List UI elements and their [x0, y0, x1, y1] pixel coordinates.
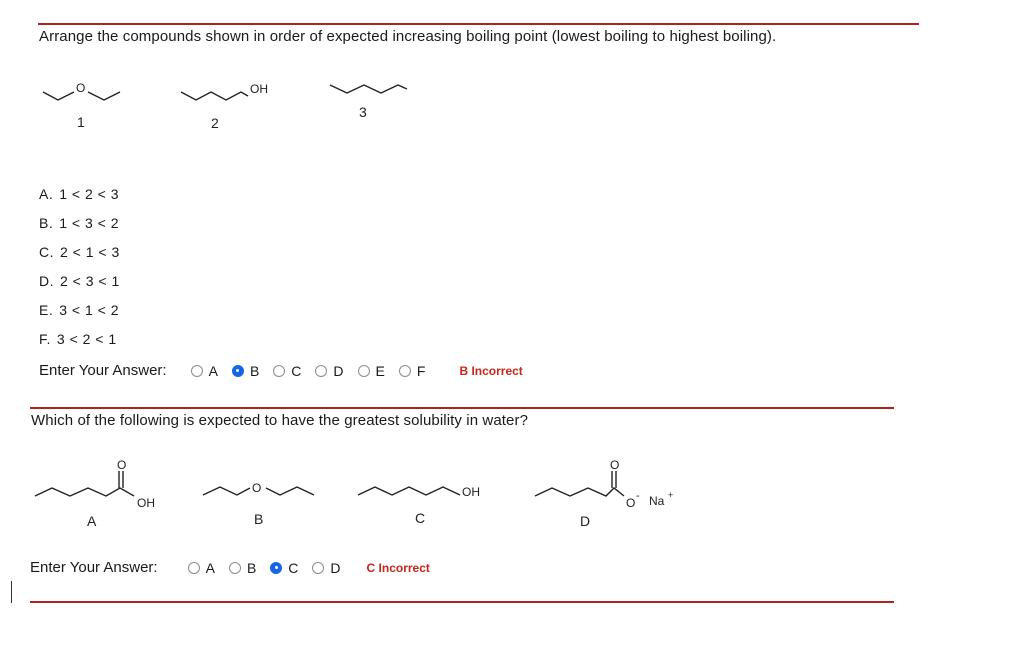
q2-compound-c-oh: OH [462, 485, 480, 499]
q2-compound-d-counterion-charge: + [668, 490, 674, 500]
q1-choice-text: 1 < 3 < 2 [59, 215, 120, 231]
q2-compound-c-letter: C [415, 510, 426, 526]
q2-option-label: B [246, 559, 257, 576]
q1-compound-2-number: 2 [211, 115, 219, 131]
q2-compound-a-oh: OH [137, 496, 155, 510]
q1-answer-row [39, 362, 523, 379]
q1-option-b[interactable] [232, 363, 259, 379]
q2-compound-d-counterion: Na [649, 494, 665, 508]
q1-choice-letter: F. [39, 331, 51, 347]
q1-radio-d[interactable] [315, 365, 327, 377]
q1-option-d[interactable] [315, 363, 343, 379]
q2-radio-d[interactable] [312, 562, 324, 574]
q2-radio-a[interactable] [188, 562, 200, 574]
q1-option-a[interactable] [191, 363, 218, 379]
q2-compound-a-letter: A [87, 513, 97, 529]
q1-compound-1-structure [40, 75, 130, 140]
q1-choice-a [39, 186, 120, 215]
q1-compound-2-oh-label: OH [250, 82, 268, 96]
q1-choice-letter: E. [39, 302, 54, 318]
q1-radio-c[interactable] [273, 365, 285, 377]
q2-option-c[interactable] [270, 560, 298, 576]
q2-bottom-rule [30, 601, 894, 603]
q2-feedback: C Incorrect [366, 560, 430, 575]
q1-prompt: Arrange the compounds shown in order of expected increasing boiling point (lowest boiling to highest boiling). [39, 28, 777, 45]
q1-option-label: D [333, 362, 344, 379]
q2-compound-a-structure [30, 458, 160, 538]
q1-option-label: E [375, 362, 385, 379]
q2-answer-label: Enter Your Answer: [30, 559, 158, 576]
q2-compound-b-structure [200, 475, 320, 535]
q1-feedback: B Incorrect [459, 363, 523, 378]
q1-choice-letter: D. [39, 273, 54, 289]
q2-answer-row [30, 559, 430, 576]
q1-top-rule [38, 23, 919, 25]
q1-radio-b[interactable] [232, 365, 244, 377]
q2-prompt: Which of the following is expected to have the greatest solubility in water? [31, 412, 529, 429]
q2-radio-b[interactable] [229, 562, 241, 574]
q1-choice-text: 3 < 1 < 2 [59, 302, 120, 318]
q1-choice-e [39, 302, 120, 331]
q1-compound-3-structure [327, 75, 417, 140]
q1-choice-text: 2 < 1 < 3 [60, 244, 120, 260]
q1-compound-3-number: 3 [359, 104, 367, 120]
q2-option-label: D [330, 559, 341, 576]
q1-answer-label: Enter Your Answer: [39, 362, 167, 379]
q1-option-label: C [291, 362, 302, 379]
q1-choice-letter: B. [39, 215, 54, 231]
q2-compound-d-charge: - [636, 490, 640, 502]
q1-choice-d [39, 273, 120, 302]
q2-radio-c[interactable] [270, 562, 282, 574]
q1-option-c[interactable] [273, 363, 301, 379]
q1-choice-letter: C. [39, 244, 54, 260]
q1-choice-b [39, 215, 120, 244]
q2-option-b[interactable] [229, 560, 256, 576]
q1-option-label: F [416, 362, 426, 379]
q1-radio-f[interactable] [399, 365, 411, 377]
q1-choice-letter: A. [39, 186, 54, 202]
q1-radio-a[interactable] [191, 365, 203, 377]
q1-compound-1-o-label: O [76, 81, 86, 95]
q2-option-d[interactable] [312, 560, 340, 576]
q2-compound-b-o-label: O [252, 481, 262, 495]
q2-compound-a-carbonyl-o: O [117, 458, 127, 472]
q1-option-f[interactable] [399, 363, 426, 379]
q1-choice-text: 3 < 2 < 1 [56, 331, 117, 347]
q2-compound-d-anion-o: O [626, 496, 636, 510]
text-cursor [11, 581, 12, 603]
q1-choice-c [39, 244, 120, 273]
q1-option-e[interactable] [358, 363, 385, 379]
q2-option-label: C [288, 559, 299, 576]
q2-compound-d-carbonyl-o: O [610, 458, 620, 472]
q1-choice-text: 1 < 2 < 3 [59, 186, 120, 202]
q1-compound-2-structure [178, 75, 288, 140]
q2-option-label: A [205, 559, 215, 576]
q1-choice-f [39, 331, 120, 360]
q2-compound-c-structure [355, 475, 495, 535]
q2-compound-d-letter: D [580, 513, 591, 529]
q1-compound-1-number: 1 [77, 114, 85, 130]
q1-option-label: A [208, 362, 218, 379]
q2-compound-b-letter: B [254, 511, 264, 527]
q2-top-rule [30, 407, 894, 409]
q1-radio-e[interactable] [358, 365, 370, 377]
q2-compound-d-structure [530, 458, 690, 538]
q1-choice-text: 2 < 3 < 1 [60, 273, 120, 289]
q1-option-label: B [249, 362, 260, 379]
q2-option-a[interactable] [188, 560, 215, 576]
q1-choices-list [39, 186, 120, 360]
